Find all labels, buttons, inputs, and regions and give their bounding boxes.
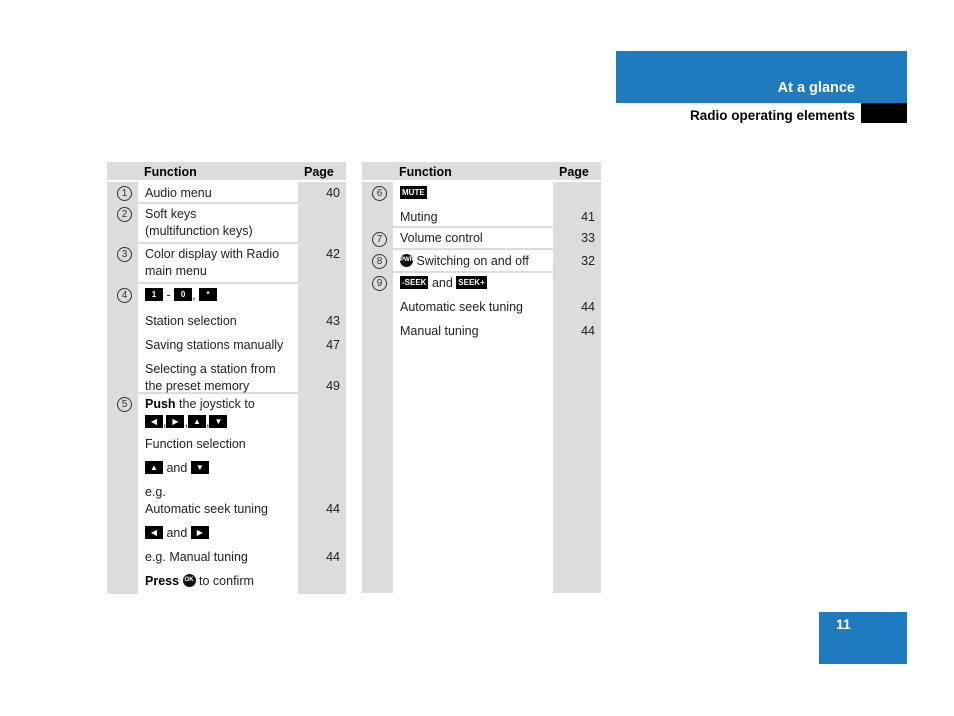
- row-function: Muting: [400, 210, 438, 224]
- row-function: Manual tuning: [400, 324, 479, 338]
- item-number: 3: [117, 247, 132, 262]
- row-page: 41: [581, 210, 595, 224]
- row-function-cont: the preset memory: [145, 379, 250, 393]
- ok-button-icon: OK: [183, 574, 196, 587]
- row-function-cont: (multifunction keys): [145, 224, 253, 238]
- arrow-up-icon: ▲: [188, 415, 206, 428]
- arrow-up-icon: ▲: [145, 461, 163, 474]
- key-0-icon: 0: [174, 288, 192, 301]
- arrow-right-icon: ▶: [191, 526, 209, 539]
- subtitle-marker: [861, 103, 907, 123]
- section-header: [616, 51, 907, 103]
- seek-up-key-icon: SEEK+: [458, 278, 485, 288]
- left-function-table: [107, 162, 346, 594]
- item-number: 7: [372, 232, 387, 247]
- row-function: Switching on and off: [416, 254, 529, 268]
- row-page: 44: [326, 550, 340, 564]
- header-page: Page: [304, 165, 334, 179]
- item-number: 6: [372, 186, 387, 201]
- header-function: Function: [399, 165, 452, 179]
- section-title: At a glance: [777, 80, 855, 96]
- row-page: 44: [326, 502, 340, 516]
- item-number: 8: [372, 254, 387, 269]
- row-page: 47: [326, 338, 340, 352]
- table-row: [362, 250, 601, 273]
- row-function: Soft keys: [145, 207, 197, 221]
- item-number: 9: [372, 276, 387, 291]
- table-row: 5 Push the joystick to ◀ , ▶ , ▲ , ▼ Function selection ▲ and ▼ e.g. Automatic seek tuning 44 ◀ and ▶ e.g. Manual tuning 44 Press OK to confirm: [107, 394, 346, 590]
- table-row: [107, 284, 346, 394]
- row-page: 42: [326, 247, 340, 261]
- seek-down-key-icon: -SEEK: [402, 278, 427, 288]
- table-row: [107, 182, 346, 204]
- confirm-text: to confirm: [199, 574, 254, 588]
- row-page: 40: [326, 186, 340, 200]
- eg-label: e.g.: [145, 485, 166, 499]
- row-function: Selecting a station from: [145, 362, 276, 376]
- row-page: 44: [581, 300, 595, 314]
- arrow-left-icon: ◀: [145, 415, 163, 428]
- row-page: 49: [326, 379, 340, 393]
- row-page: 32: [581, 254, 595, 268]
- table-row: [362, 182, 601, 228]
- row-function: Audio menu: [145, 186, 212, 200]
- page-subtitle: Radio operating elements: [689, 108, 855, 123]
- star-key-icon: *: [199, 288, 217, 301]
- table-row: [107, 244, 346, 284]
- arrow-down-icon: ▼: [209, 415, 227, 428]
- row-function: Automatic seek tuning: [145, 502, 268, 516]
- and-text: and: [166, 461, 188, 475]
- table-header: [362, 162, 601, 182]
- press-label: Press: [145, 574, 180, 588]
- separator: ,: [192, 288, 196, 302]
- row-function: Saving stations manually: [145, 338, 284, 352]
- table-row: [362, 228, 601, 250]
- page-number-box: [819, 612, 907, 664]
- header-function: Function: [144, 165, 197, 179]
- table-header: [107, 162, 346, 182]
- table-row: [362, 273, 601, 589]
- right-function-table: [362, 162, 601, 593]
- arrow-left-icon: ◀: [145, 526, 163, 539]
- key-1-icon: 1: [145, 288, 163, 301]
- row-function: Volume control: [400, 231, 483, 245]
- item-number: 4: [117, 288, 132, 303]
- and-text: and: [431, 276, 453, 290]
- item-number: 1: [117, 186, 132, 201]
- arrow-right-icon: ▶: [166, 415, 184, 428]
- push-text: the joystick to: [179, 397, 255, 411]
- row-function: Automatic seek tuning: [400, 300, 523, 314]
- item-number: 5: [117, 397, 132, 412]
- arrow-down-icon: ▼: [191, 461, 209, 474]
- header-page: Page: [559, 165, 589, 179]
- row-function: Station selection: [145, 314, 237, 328]
- row-page: 43: [326, 314, 340, 328]
- row-function: Color display with Radio: [145, 247, 280, 261]
- push-label: Push: [145, 397, 176, 411]
- item-number: 2: [117, 207, 132, 222]
- power-button-icon: PWR: [400, 254, 413, 267]
- separator: -: [166, 288, 171, 302]
- row-function: Function selection: [145, 437, 246, 451]
- page-number: 11: [836, 616, 851, 632]
- row-function: e.g. Manual tuning: [145, 550, 248, 564]
- row-page: 44: [581, 324, 595, 338]
- mute-key-icon: MUTE: [402, 188, 425, 198]
- row-page: 33: [581, 231, 595, 245]
- and-text: and: [166, 526, 188, 540]
- table-row: [107, 204, 346, 244]
- row-function-cont: main menu: [145, 264, 207, 278]
